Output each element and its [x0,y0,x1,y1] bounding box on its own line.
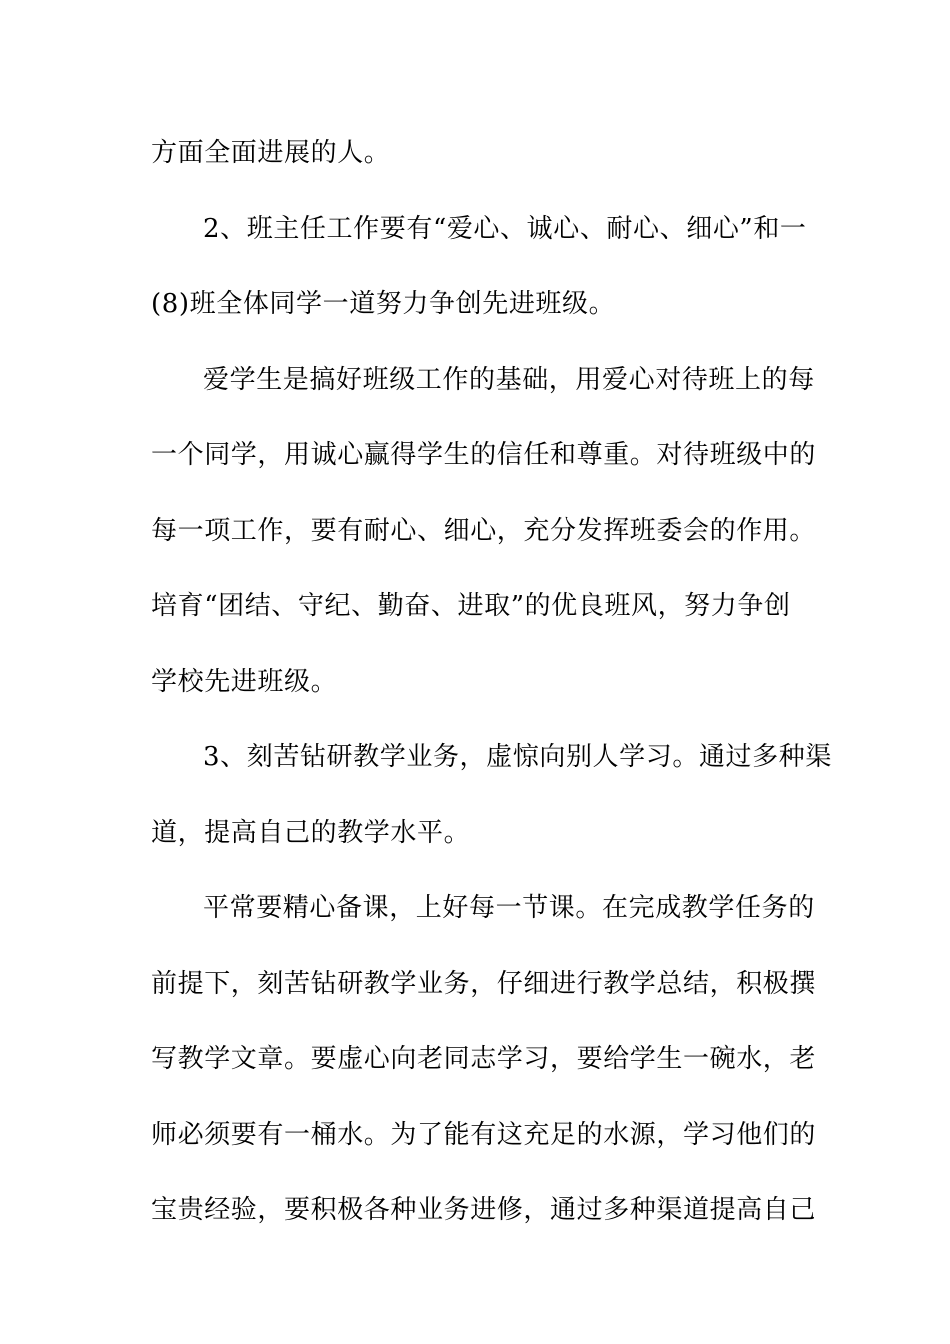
text-line: 培育“团结、守纪、勤奋、进取”的优良班风，努力争创 [151,591,791,621]
document-body [151,125,832,1258]
text-line: 每一项工作，要有耐心、细心，充分发挥班委会的作用。 [151,515,817,546]
text-line: (8)班全体同学一道努力争创先进班级。 [151,289,616,319]
text-line: 爱学生是搞好班级工作的基础，用爱心对待班上的每 [203,364,815,395]
text-line: 道，提高自己的教学水平。 [151,817,471,848]
text-line: 师必须要有一桶水。为了能有这充足的水源，学习他们的 [151,1119,817,1150]
text-line: 写教学文章。要虚心向老同志学习，要给学生一碗水，老 [151,1044,817,1074]
text-line: 宝贵经验，要积极各种业务进修，通过多种渠道提高自己 [151,1195,817,1225]
text-line: 前提下，刻苦钻研教学业务，仔细进行教学总结，积极撰 [151,968,817,999]
text-line: 3、刻苦钻研教学业务，虚惊向别人学习。通过多种渠 [203,742,832,772]
text-line: 平常要精心备课，上好每一节课。在完成教学任务的 [203,893,815,923]
text-line: 方面全面进展的人。 [151,138,391,168]
text-line: 一个同学，用诚心赢得学生的信任和尊重。对待班级中的 [151,440,817,470]
text-line: 学校先进班级。 [151,666,338,697]
text-line: 2、班主任工作要有“爱心、诚心、耐心、细心”和一 [203,213,807,244]
